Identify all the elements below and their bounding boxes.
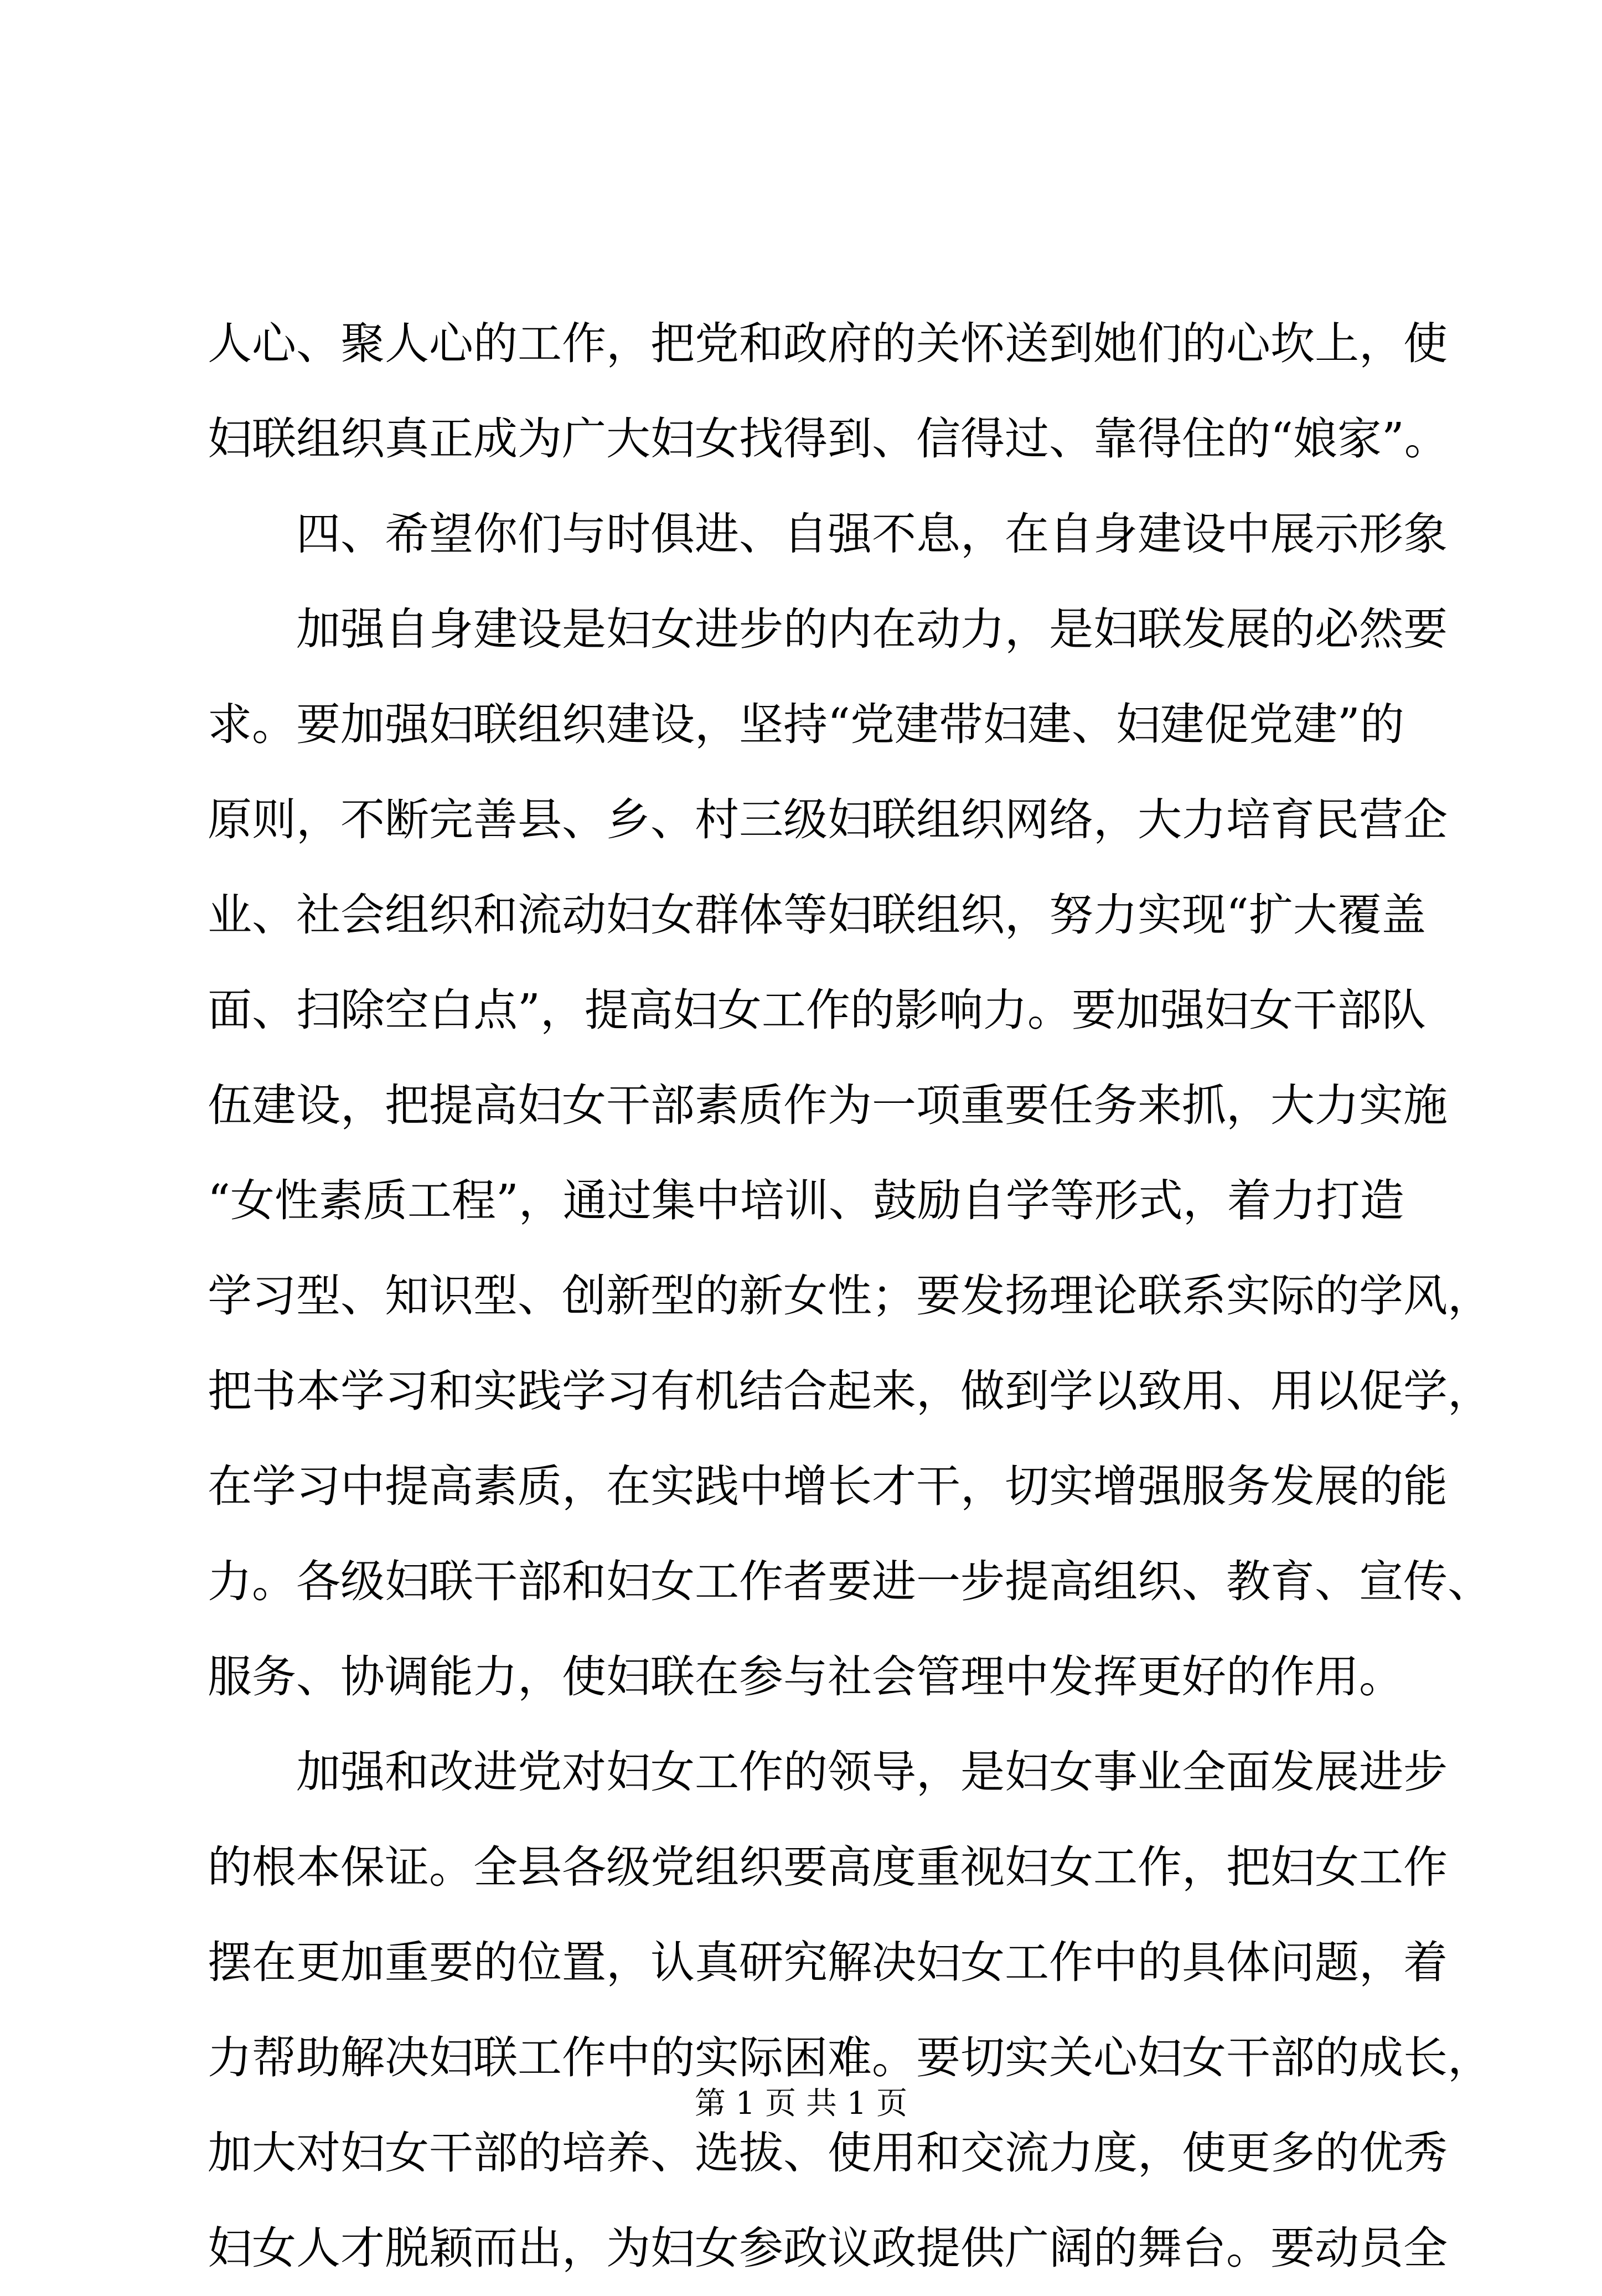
- page-footer: 第 1 页 共 1 页: [694, 2086, 908, 2122]
- text-line: 原则，不断完善县、乡、村三级妇联组织网络，大力培育民营企: [208, 794, 1448, 845]
- text-line: “女性素质工程”，通过集中培训、鼓励自学等形式，着力打造: [208, 1175, 1404, 1226]
- text-line: 加强和改进党对妇女工作的领导，是妇女事业全面发展进步: [296, 1746, 1448, 1798]
- text-line: 的根本保证。全县各级党组织要高度重视妇女工作，把妇女工作: [208, 1841, 1448, 1893]
- text-line: 在学习中提高素质，在实践中增长才干，切实增强服务发展的能: [208, 1461, 1448, 1512]
- text-line: 加强自身建设是妇女进步的内在动力，是妇联发展的必然要: [296, 603, 1448, 655]
- text-line: 业、社会组织和流动妇女群体等妇联组织，努力实现“扩大覆盖: [208, 889, 1426, 941]
- text-line: 人心、聚人心的工作，把党和政府的关怀送到她们的心坎上，使: [208, 318, 1448, 369]
- text-line: 摆在更加重要的位置，认真研究解决妇女工作中的具体问题，着: [208, 1937, 1448, 1988]
- text-line: 学习型、知识型、创新型的新女性；要发扬理论联系实际的学风，: [208, 1270, 1492, 1322]
- text-line: 加大对妇女干部的培养、选拔、使用和交流力度，使更多的优秀: [208, 2127, 1448, 2179]
- text-line: 求。要加强妇联组织建设，坚持“党建带妇建、妇建促党建”的: [208, 699, 1404, 750]
- text-line: 把书本学习和实践学习有机结合起来，做到学以致用、用以促学，: [208, 1365, 1492, 1417]
- text-line: 妇女人才脱颖而出，为妇女参政议政提供广阔的舞台。要动员全: [208, 2222, 1448, 2274]
- text-line: 面、扫除空白点”，提高妇女工作的影响力。要加强妇女干部队: [208, 984, 1426, 1036]
- text-line: 服务、协调能力，使妇联在参与社会管理中发挥更好的作用。: [208, 1651, 1403, 1702]
- text-line: 妇联组织真正成为广大妇女找得到、信得过、靠得住的“娘家”。: [208, 413, 1449, 465]
- text-line: 力。各级妇联干部和妇女工作者要进一步提高组织、教育、宣传、: [208, 1556, 1492, 1607]
- body-text: [208, 296, 1492, 2296]
- text-line: 力帮助解决妇联工作中的实际困难。要切实关心妇女干部的成长，: [208, 2032, 1492, 2083]
- text-line: 伍建设，把提高妇女干部素质作为一项重要任务来抓，大力实施: [208, 1080, 1448, 1131]
- section-heading: 四、希望你们与时俱进、自强不息，在自身建设中展示形象: [296, 508, 1448, 560]
